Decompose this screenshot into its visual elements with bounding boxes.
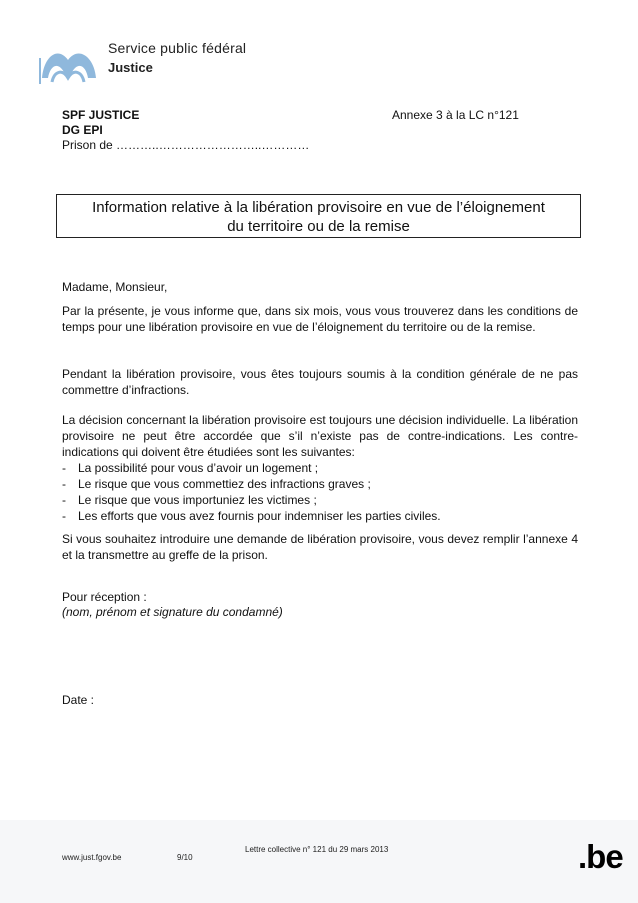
greeting: Madame, Monsieur, bbox=[62, 280, 168, 294]
dg-label: DG EPI bbox=[62, 123, 103, 137]
footer-page-number: 9/10 bbox=[177, 853, 193, 862]
document-title-line1: Information relative à la libération provisoire en vue de l’éloignement bbox=[92, 199, 545, 216]
annex-label: Annexe 3 à la LC n°121 bbox=[392, 108, 519, 122]
prison-field: Prison de ………..……………………..………… bbox=[62, 138, 310, 152]
paragraph-1: Par la présente, je vous informe que, dans six mois, vous vous trouverez dans les conditions de temps pour une libération provisoire en vue de l’éloignement du territoire ou de la remise. bbox=[62, 304, 578, 334]
reception-note: (nom, prénom et signature du condamné) bbox=[62, 605, 283, 619]
footer-letter-ref: Lettre collective n° 121 du 29 mars 2013 bbox=[245, 845, 389, 854]
list-item: - Le risque que vous importuniez les victimes ; bbox=[62, 493, 317, 507]
org-subtitle: Justice bbox=[108, 60, 153, 75]
spf-label: SPF JUSTICE bbox=[62, 108, 140, 122]
paragraph-2: Pendant la libération provisoire, vous êtes toujours soumis à la condition générale de ne pas commettre d’infractions. bbox=[62, 367, 578, 397]
paragraph-4: Si vous souhaitez introduire une demande de libération provisoire, vous devez remplir l’annexe 4 et la transmettre au greffe de la prison. bbox=[62, 532, 578, 562]
paragraph-3: La décision concernant la libération provisoire est toujours une décision individuelle. La libération provisoire ne peut être accordée que s’il n’existe pas de contre-indications. Les contre-indications qui doivent être étudiées sont les suivantes: bbox=[62, 413, 578, 459]
org-name: Service public fédéral bbox=[108, 40, 247, 56]
list-item: - Les efforts que vous avez fournis pour indemniser les parties civiles. bbox=[62, 509, 441, 523]
document-title-line2: du territoire ou de la remise bbox=[227, 218, 410, 235]
contraindications-list bbox=[62, 460, 578, 524]
footer-website: www.just.fgov.be bbox=[62, 853, 122, 862]
document-title-box bbox=[56, 194, 581, 238]
justice-logo-icon bbox=[38, 38, 100, 88]
date-label: Date : bbox=[62, 693, 95, 707]
be-logo: .be bbox=[578, 838, 623, 875]
reception-label: Pour réception : bbox=[62, 590, 147, 604]
list-item: - Le risque que vous commettiez des infractions graves ; bbox=[62, 477, 371, 491]
list-item: - La possibilité pour vous d’avoir un logement ; bbox=[62, 461, 319, 475]
